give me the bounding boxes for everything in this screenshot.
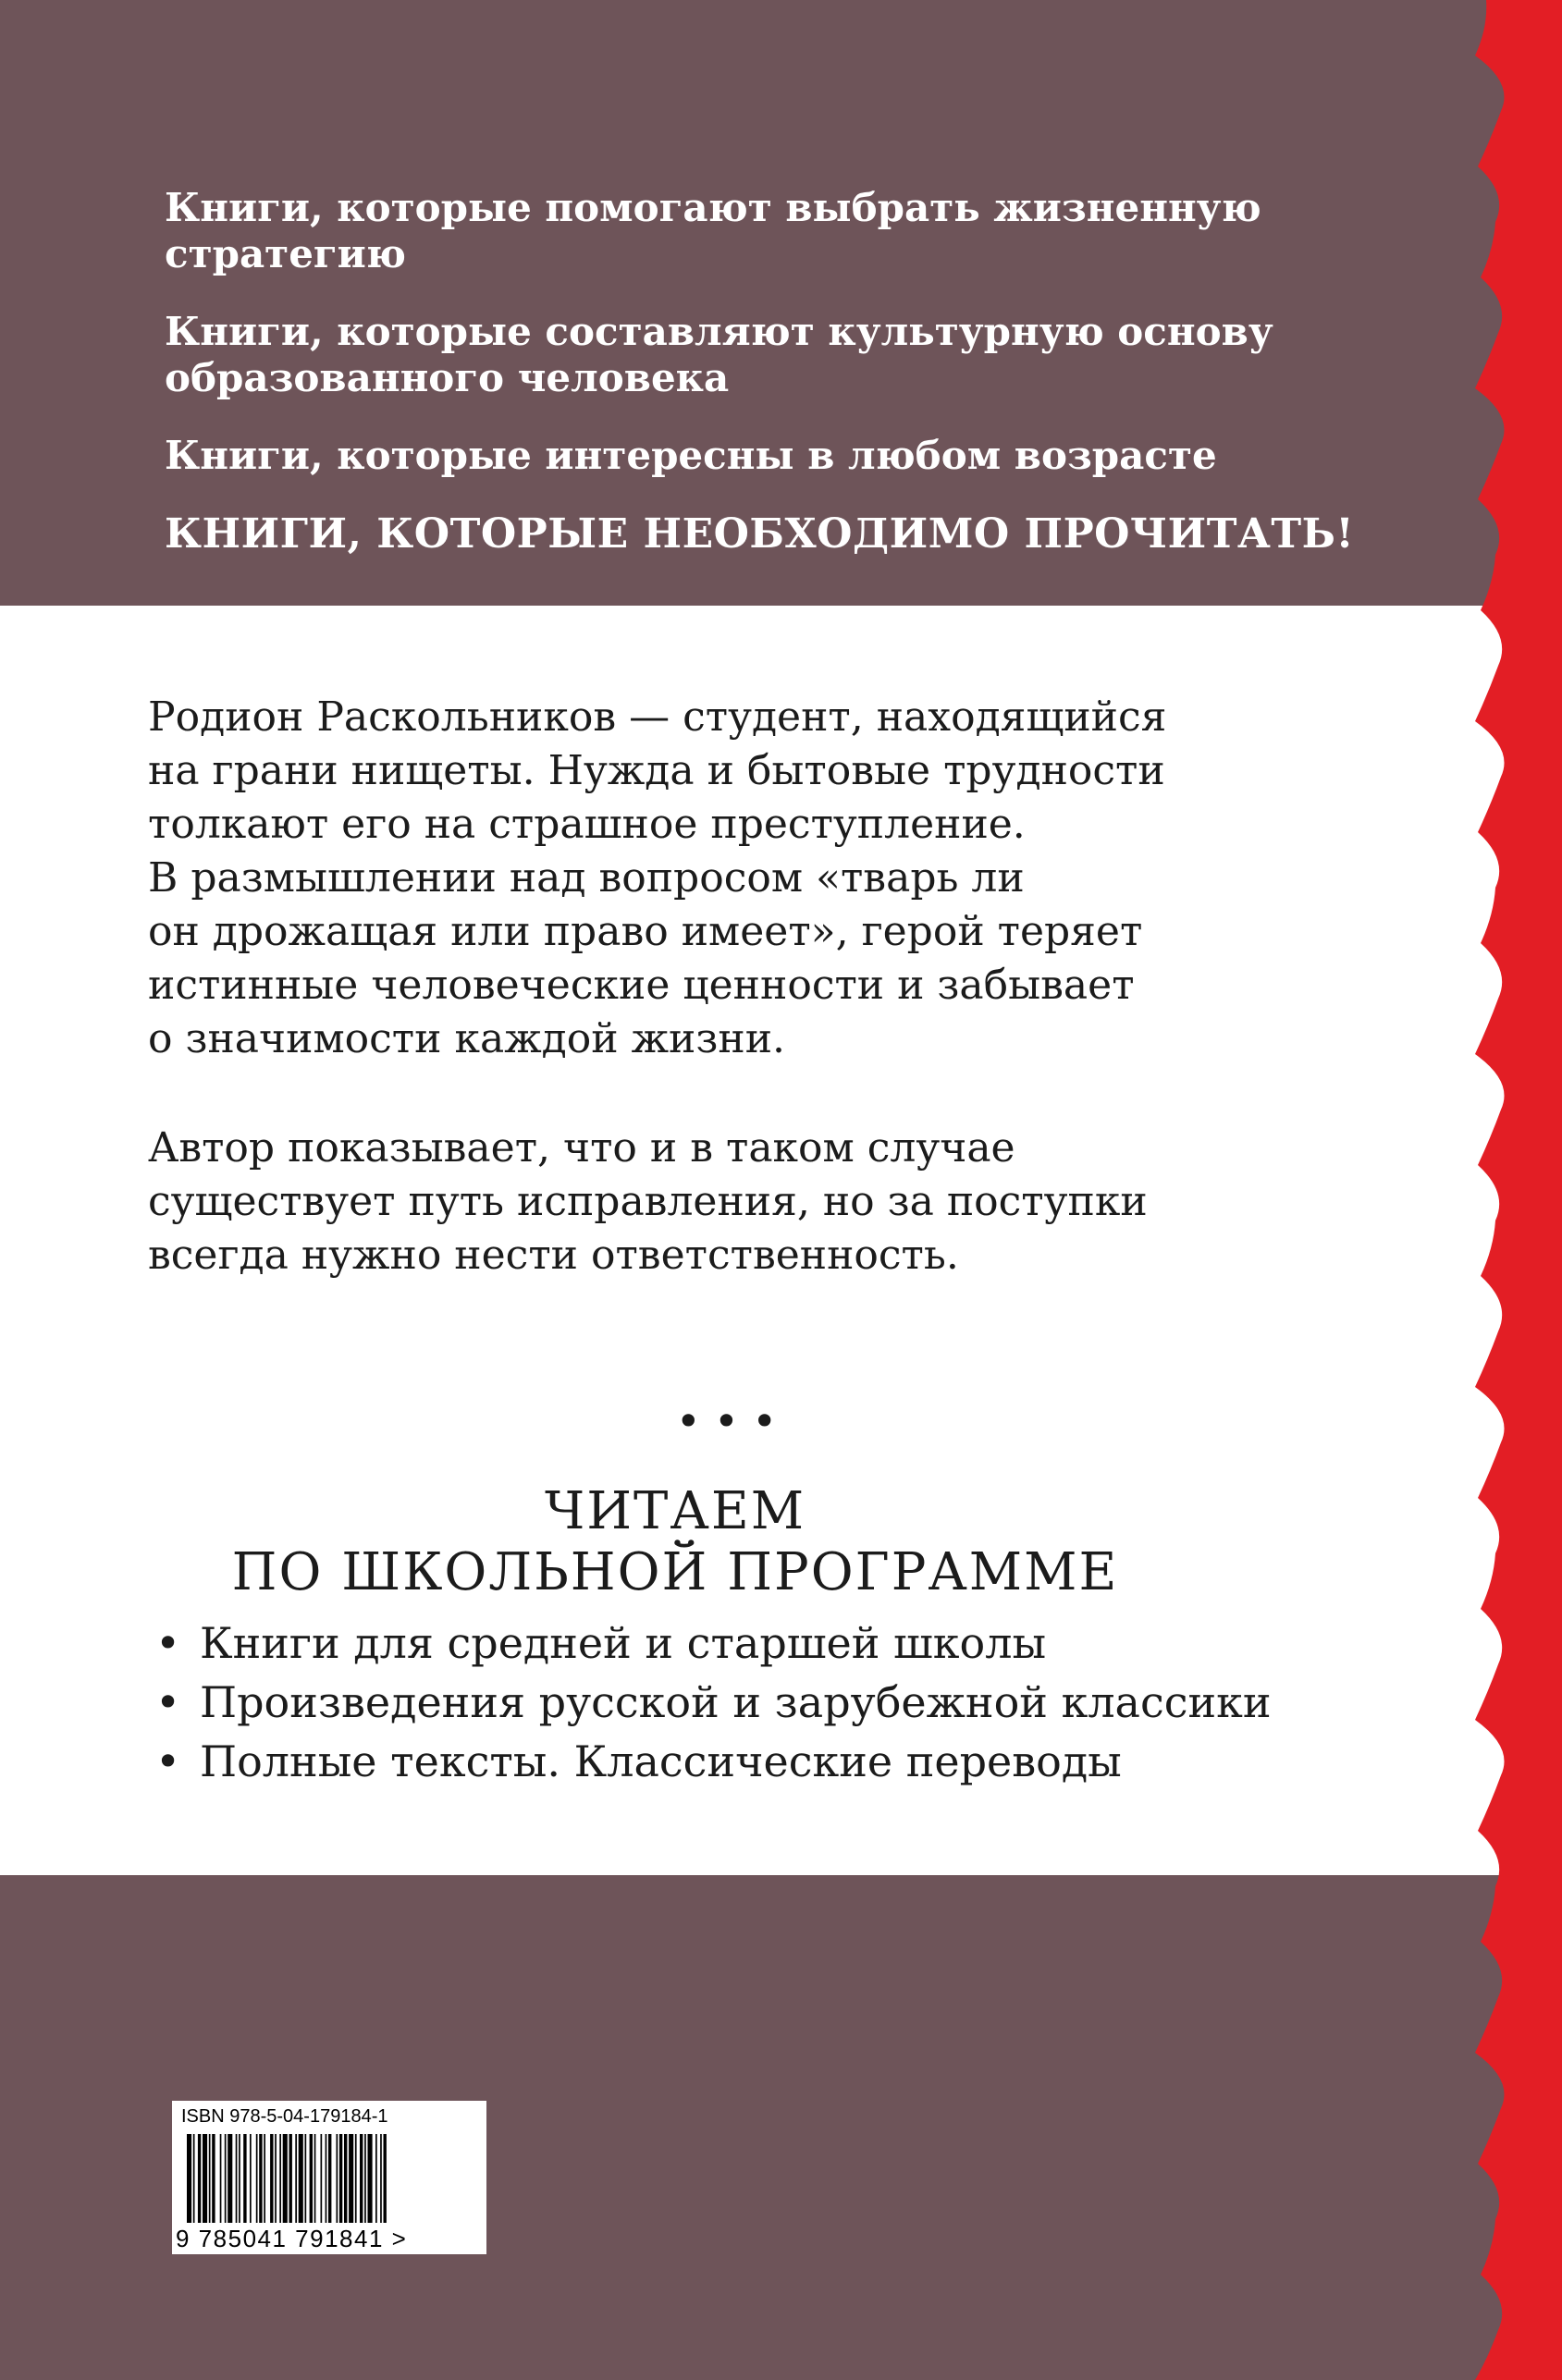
barcode-bar xyxy=(349,2134,353,2223)
red-wavy-edge xyxy=(1466,0,1562,2380)
isbn-label: ISBN 978-5-04-179184-1 xyxy=(181,2106,388,2127)
barcode-bar xyxy=(193,2134,195,2223)
bullet-icon: • xyxy=(155,1677,181,1727)
list-item: • Полные тексты. Классические переводы xyxy=(155,1732,1272,1791)
slogan-2: Книги, которые составляют культурную основу образованного человека xyxy=(165,309,1273,400)
description-line: существует путь исправления, но за поступки xyxy=(148,1178,1148,1225)
barcode-bar xyxy=(380,2134,382,2223)
barcode-bar xyxy=(203,2134,207,2223)
barcode-bar xyxy=(243,2134,246,2223)
barcode-bar xyxy=(239,2134,240,2223)
barcode-bar xyxy=(259,2134,262,2223)
barcode-bar xyxy=(339,2134,342,2223)
barcode-bar xyxy=(384,2134,387,2223)
bullet-icon: • xyxy=(155,1618,181,1668)
barcode-bar xyxy=(270,2134,273,2223)
separator-dots: ••• xyxy=(675,1396,791,1446)
barcode-bar xyxy=(305,2134,307,2223)
description-line: Автор показывает, что и в таком случае xyxy=(148,1124,1015,1172)
barcode-bar xyxy=(328,2134,331,2223)
barcode-bar xyxy=(299,2134,303,2223)
slogan-3: Книги, которые интересны в любом возрасте xyxy=(165,433,1217,478)
barcode-bar xyxy=(289,2134,292,2223)
slogans-block xyxy=(165,185,1441,558)
barcode-bar xyxy=(264,2134,265,2223)
series-title-line-2: ПО ШКОЛЬНОЙ ПРОГРАММЕ xyxy=(231,1542,1119,1602)
barcode-bar xyxy=(364,2134,366,2223)
barcode-bar xyxy=(279,2134,281,2223)
barcode-bar xyxy=(295,2134,297,2223)
isbn-digits: 9 785041 791841 > xyxy=(176,2225,408,2252)
barcode-bar xyxy=(220,2134,222,2223)
slogan-1: Книги, которые помогают выбрать жизненную стратегию xyxy=(165,185,1261,276)
description-line: о значимости каждой жизни. xyxy=(148,1015,786,1062)
barcode-bar xyxy=(375,2134,377,2223)
barcode-bar xyxy=(283,2134,288,2223)
barcode-icon xyxy=(185,2134,474,2223)
barcode-bar xyxy=(256,2134,258,2223)
description-line: всегда нужно нести ответственность. xyxy=(148,1232,959,1279)
slogan-caps: КНИГИ, КОТОРЫЕ НЕОБХОДИМО ПРОЧИТАТЬ! xyxy=(165,510,1355,558)
barcode-bar xyxy=(209,2134,211,2223)
barcode-bar xyxy=(314,2134,316,2223)
barcode-bar xyxy=(198,2134,201,2223)
features-list xyxy=(155,1613,1272,1791)
list-item: • Книги для средней и старшей школы xyxy=(155,1613,1272,1673)
barcode-bar xyxy=(337,2134,338,2223)
barcode-bar xyxy=(326,2134,327,2223)
barcode-bar xyxy=(321,2134,323,2223)
description-line: Родион Раскольников — студент, находящийся xyxy=(148,693,1167,741)
barcode-bar xyxy=(355,2134,357,2223)
barcode-bar xyxy=(225,2134,227,2223)
isbn-barcode-box xyxy=(172,2101,486,2254)
barcode-bar xyxy=(236,2134,238,2223)
bullet-icon: • xyxy=(155,1736,181,1786)
barcode-bar xyxy=(310,2134,313,2223)
barcode-bar xyxy=(275,2134,277,2223)
barcode-bar xyxy=(360,2134,363,2223)
barcode-bar xyxy=(368,2134,373,2223)
barcode-bar xyxy=(250,2134,252,2223)
barcode-bar xyxy=(187,2134,191,2223)
description-paragraph-1 xyxy=(148,691,1304,1066)
description-line: на грани нищеты. Нужда и бытовые трудности xyxy=(148,747,1165,794)
description-line: истинные человеческие ценности и забывает xyxy=(148,962,1135,1009)
series-title-line-1: ЧИТАЕМ xyxy=(544,1481,806,1541)
description-line: толкают его на страшное преступление. xyxy=(148,801,1026,848)
barcode-bar xyxy=(228,2134,232,2223)
list-item: • Произведения русской и зарубежной классики xyxy=(155,1673,1272,1732)
series-title xyxy=(0,1481,1350,1603)
description-line: В размышлении над вопросом «тварь ли xyxy=(148,854,1025,902)
description-paragraph-2 xyxy=(148,1122,1304,1282)
description-line: он дрожащая или право имеет», герой теряет xyxy=(148,908,1143,955)
barcode-bar xyxy=(344,2134,347,2223)
barcode-bar xyxy=(212,2134,215,2223)
